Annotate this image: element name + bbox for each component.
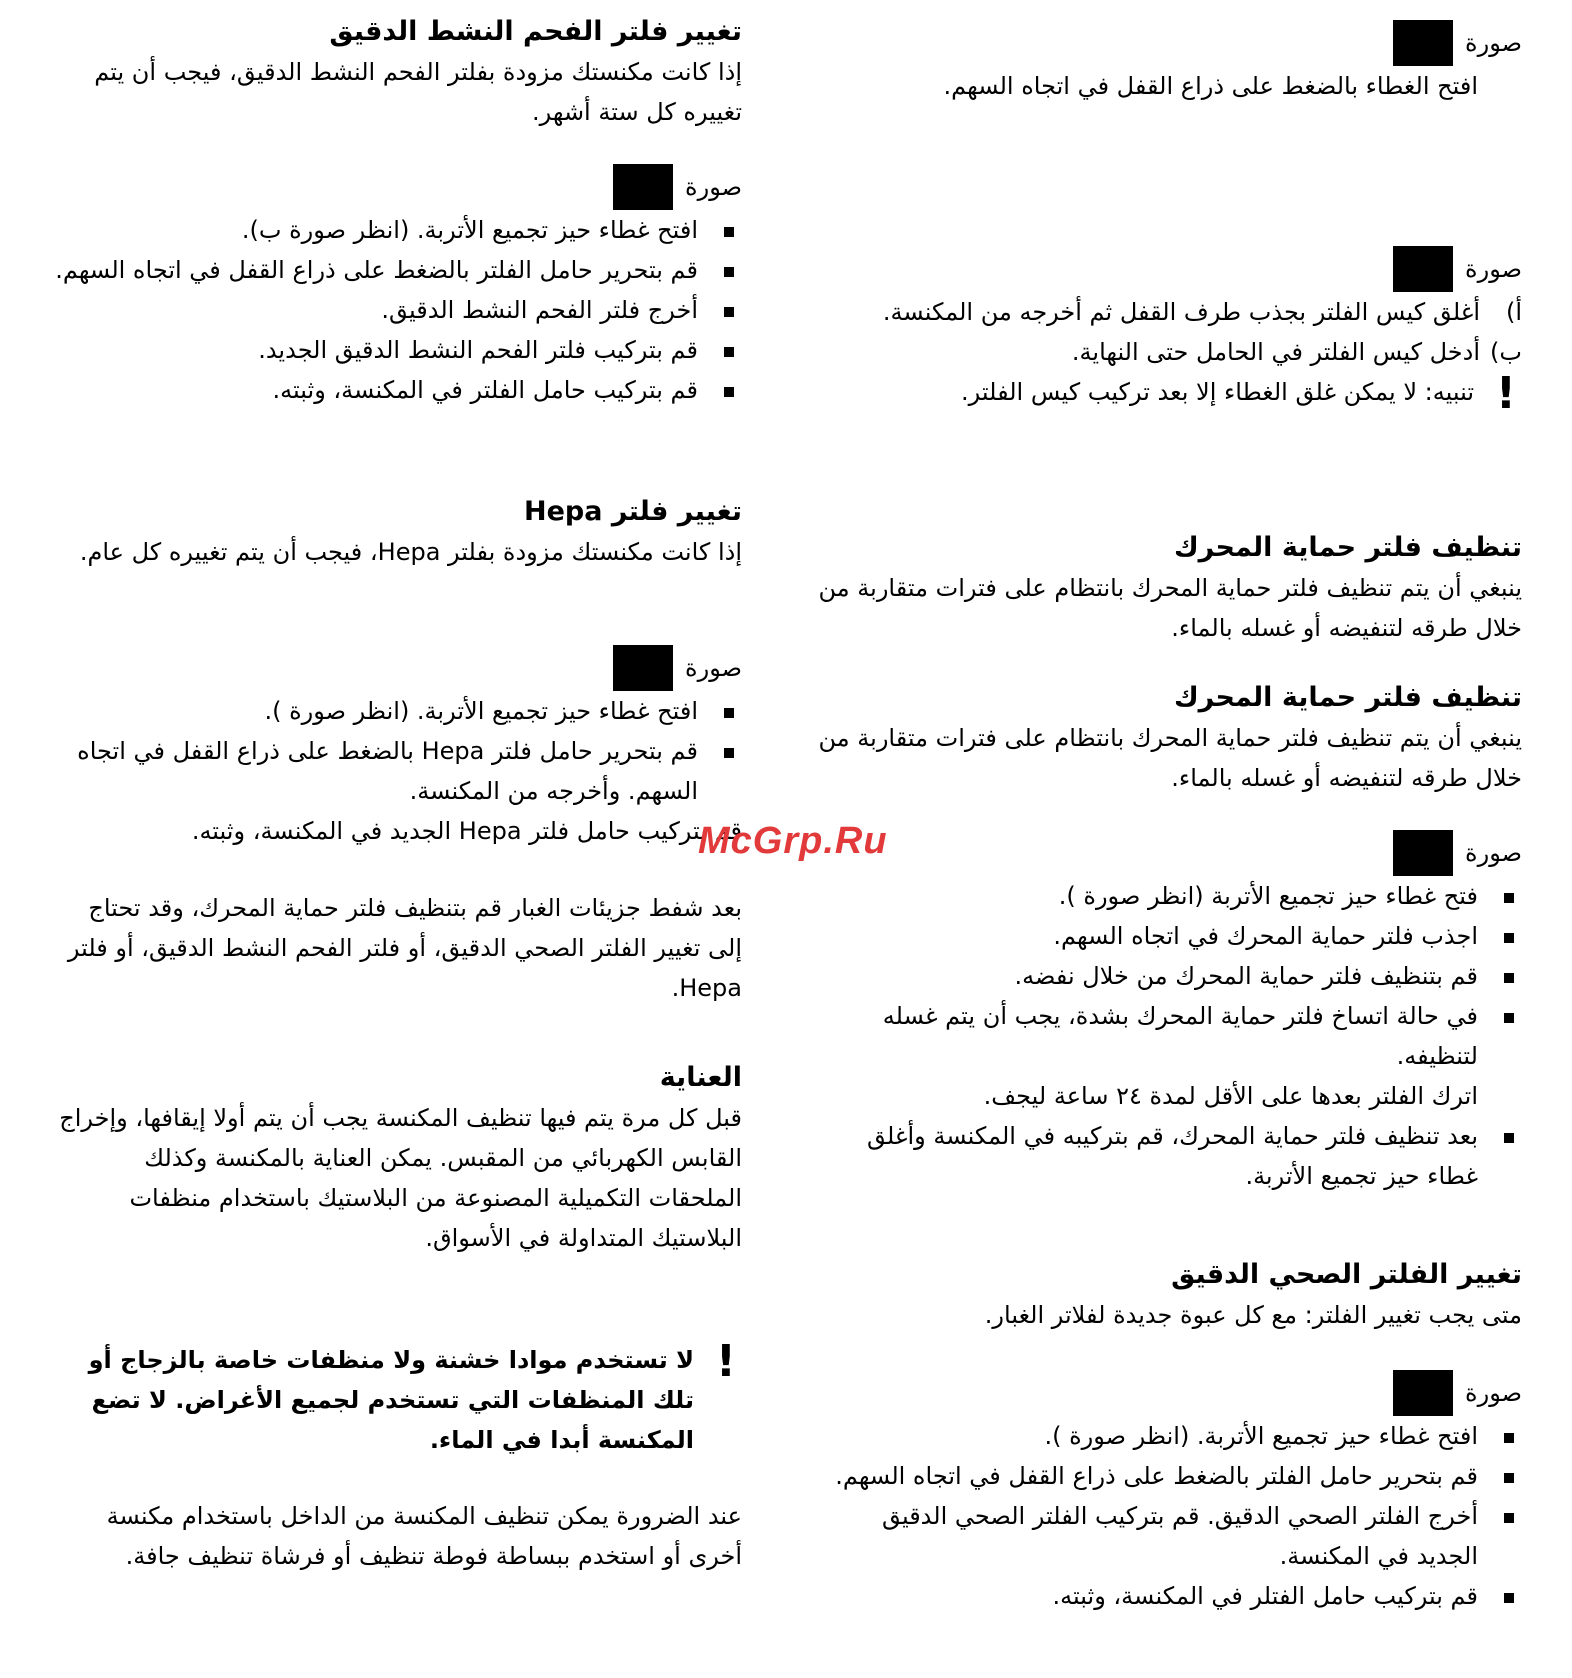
list-item [818,332,1522,372]
list-item [52,290,742,330]
list-item [818,916,1522,956]
figure-1-text: افتح الغطاء بالضغط على ذراع القفل في اتجاه السهم. [943,72,1478,100]
section-title: تغيير فلتر Hepa [523,496,742,527]
list-item [818,1456,1522,1496]
figure-caption [818,1370,1522,1416]
item-text: أخرج فلتر الفحم النشط الدقيق. [381,296,698,324]
section-carbon-filter [52,12,742,132]
bullet-icon [1504,893,1514,903]
section-hygiene-filter [818,1255,1522,1335]
bullet-icon [1504,1513,1514,1523]
watermark: McGrp.Ru [698,820,888,862]
care-warning [52,1336,742,1460]
bullet-icon [724,307,734,317]
figure-label: صورة [1465,839,1522,867]
figure-number-box [1393,246,1453,292]
item-text: افتح غطاء حيز تجميع الأتربة. (انظر صورة ب). [241,216,698,244]
figure-4-steps [818,1416,1522,1616]
item-text: اجذب فلتر حماية المحرك في اتجاه السهم. [1053,922,1478,950]
list-item [818,1576,1522,1616]
figure-caption [818,830,1522,876]
figure-label: صورة [1465,29,1522,57]
warning-note [52,1336,742,1460]
list-item [52,370,742,410]
item-text: أغلق كيس الفلتر بجذب طرف القفل ثم أخرجه من المكنسة. [882,298,1480,326]
section-motor-filter-2 [818,678,1522,798]
left-paragraph-2 [52,1496,742,1576]
figure-2-steps [818,292,1522,372]
warning-text: لا تستخدم موادا خشنة ولا منظفات خاصة بالزجاج أو تلك المنظفات التي تستخدم لجميع الأغراض. لا تضع المكنسة أبدا في الماء. [88,1346,694,1454]
item-text: بعد تنظيف فلتر حماية المحرك، قم بتركيبه في المكنسة وأغلق غطاء حيز تجميع الأتربة. [866,1122,1478,1190]
figure-label: صورة [685,173,742,201]
figure-1-block [818,20,1522,106]
bullet-icon [1504,1013,1514,1023]
bullet-icon [1504,1593,1514,1603]
list-item [818,996,1522,1076]
bullet-icon [724,347,734,357]
bullet-icon [724,748,734,758]
figure-3-note: اترك الفلتر بعدها على الأقل لمدة ٢٤ ساعة ليجف. [983,1082,1478,1110]
left-figure-2-final: قم بتركيب حامل فلتر Hepa الجديد في المكنسة، وثبته. [191,817,742,845]
item-text: أدخل كيس الفلتر في الحامل حتى النهاية. [1071,338,1480,366]
paragraph-text: بعد شفط جزيئات الغبار قم بتنظيف فلتر حماية المحرك، وقد تحتاج إلى تغيير الفلتر الصحي الدقيق، أو فلتر الفحم النشط الدقيق، أو فلتر Hepa. [67,894,742,1002]
figure-label: صورة [685,654,742,682]
figure-4-block [818,1370,1522,1616]
figure-number-box [1393,1370,1453,1416]
section-text: إذا كانت مكنستك مزودة بفلتر Hepa، فيجب أن يتم تغييره كل عام. [79,538,742,566]
list-item [52,691,742,731]
item-text: قم بتنظيف فلتر حماية المحرك من خلال نفضه. [1014,962,1478,990]
section-hepa-filter [52,492,742,572]
item-text: افتح غطاء حيز تجميع الأتربة. (انظر صورة ). [1044,1422,1478,1450]
bullet-icon [1504,1473,1514,1483]
bullet-icon [1504,1433,1514,1443]
figure-number-box [1393,830,1453,876]
figure-caption [52,164,742,210]
section-title: تنظيف فلتر حماية المحرك [1173,532,1522,563]
figure-3-steps [818,876,1522,1076]
figure-caption [52,645,742,691]
section-title: تنظيف فلتر حماية المحرك [1173,682,1522,713]
item-text: قم بتحرير حامل فلتر Hepa بالضغط على ذراع القفل في اتجاه السهم. وأخرجه من المكنسة. [77,737,698,805]
figure-caption [818,20,1522,66]
bullet-icon [1504,973,1514,983]
list-item [818,1416,1522,1456]
list-item [818,1496,1522,1576]
item-text: أخرج الفلتر الصحي الدقيق. قم بتركيب الفلتر الصحي الدقيق الجديد في المكنسة. [881,1502,1478,1570]
list-item [818,876,1522,916]
left-figure-2-steps [52,691,742,811]
bullet-icon [724,227,734,237]
figure-caption [818,246,1522,292]
item-text: افتح غطاء حيز تجميع الأتربة. (انظر صورة ). [264,697,698,725]
bullet-icon [1504,933,1514,943]
item-text: قم بتحرير حامل الفلتر بالضغط على ذراع القفل في اتجاه السهم. [55,256,698,284]
item-text: فتح غطاء حيز تجميع الأتربة (انظر صورة ). [1058,882,1478,910]
list-item [52,731,742,811]
list-item [818,292,1522,332]
figure-3-final-step [818,1116,1522,1196]
bullet-icon [724,708,734,718]
left-figure-1-block [52,164,742,410]
item-text: قم بتركيب حامل الفتلر في المكنسة، وثبته. [1052,1582,1478,1610]
section-text: ينبغي أن يتم تنظيف فلتر حماية المحرك بانتظام على فترات متقاربة من خلال طرقه لتنفيضه أو غسله بالماء. [818,724,1522,792]
paragraph-text: عند الضرورة يمكن تنظيف المكنسة من الداخل باستخدام مكنسة أخرى أو استخدم ببساطة فوطة تنظيف أو فرشاة تنظيف جافة. [106,1502,742,1570]
item-marker: أ) [1505,298,1522,326]
section-care [52,1058,742,1258]
bullet-icon [724,267,734,277]
list-item [52,330,742,370]
left-figure-2-block [52,645,742,851]
figure-label: صورة [1465,1379,1522,1407]
section-text: إذا كانت مكنستك مزودة بفلتر الفحم النشط الدقيق، فيجب أن يتم تغييره كل ستة أشهر. [94,58,742,126]
bullet-icon [724,387,734,397]
exclamation-icon: ! [1495,368,1516,419]
item-text: في حالة اتساخ فلتر حماية المحرك بشدة، يجب أن يتم غسله لتنظيفه. [882,1002,1478,1070]
section-text: متى يجب تغيير الفلتر: مع كل عبوة جديدة لفلاتر الغبار. [984,1301,1522,1329]
item-text: قم بتحرير حامل الفلتر بالضغط على ذراع القفل في اتجاه السهم. [835,1462,1478,1490]
left-figure-1-steps [52,210,742,410]
item-marker: ب) [1490,338,1522,366]
item-text: قم بتركيب حامل الفلتر في المكنسة، وثبته. [272,376,698,404]
section-text: ينبغي أن يتم تنظيف فلتر حماية المحرك بانتظام على فترات متقاربة من خلال طرقه لتنفيضه أو غسله بالماء. [818,574,1522,642]
figure-number-box [613,164,673,210]
bullet-icon [1504,1133,1514,1143]
figure-3-block [818,830,1522,1196]
item-text: قم بتركيب فلتر الفحم النشط الدقيق الجديد. [258,336,698,364]
figure-number-box [1393,20,1453,66]
list-item [818,956,1522,996]
list-item [52,210,742,250]
warning-note [818,368,1522,419]
section-title: تغيير فلتر الفحم النشط الدقيق [329,16,742,47]
section-motor-filter-1 [818,528,1522,648]
figure-2-block [818,246,1522,419]
figure-number-box [613,645,673,691]
section-text: قبل كل مرة يتم فيها تنظيف المكنسة يجب أن يتم أولا إيقافها، وإخراج القابس الكهربائي من المقبس. يمكن العناية بالمكنسة وكذلك الملحقات التكميلية المصنوعة من البلاستيك باستخدام منظفات البلاستيك المتداولة في الأسواق. [59,1104,742,1252]
left-paragraph-1 [52,888,742,1008]
section-title: العناية [659,1062,742,1093]
exclamation-icon: ! [715,1336,736,1387]
warning-text: تنبيه: لا يمكن غلق الغطاء إلا بعد تركيب كيس الفلتر. [961,378,1474,406]
section-title: تغيير الفلتر الصحي الدقيق [1171,1259,1522,1290]
list-item [52,250,742,290]
figure-label: صورة [1465,255,1522,283]
list-item [818,1116,1522,1196]
